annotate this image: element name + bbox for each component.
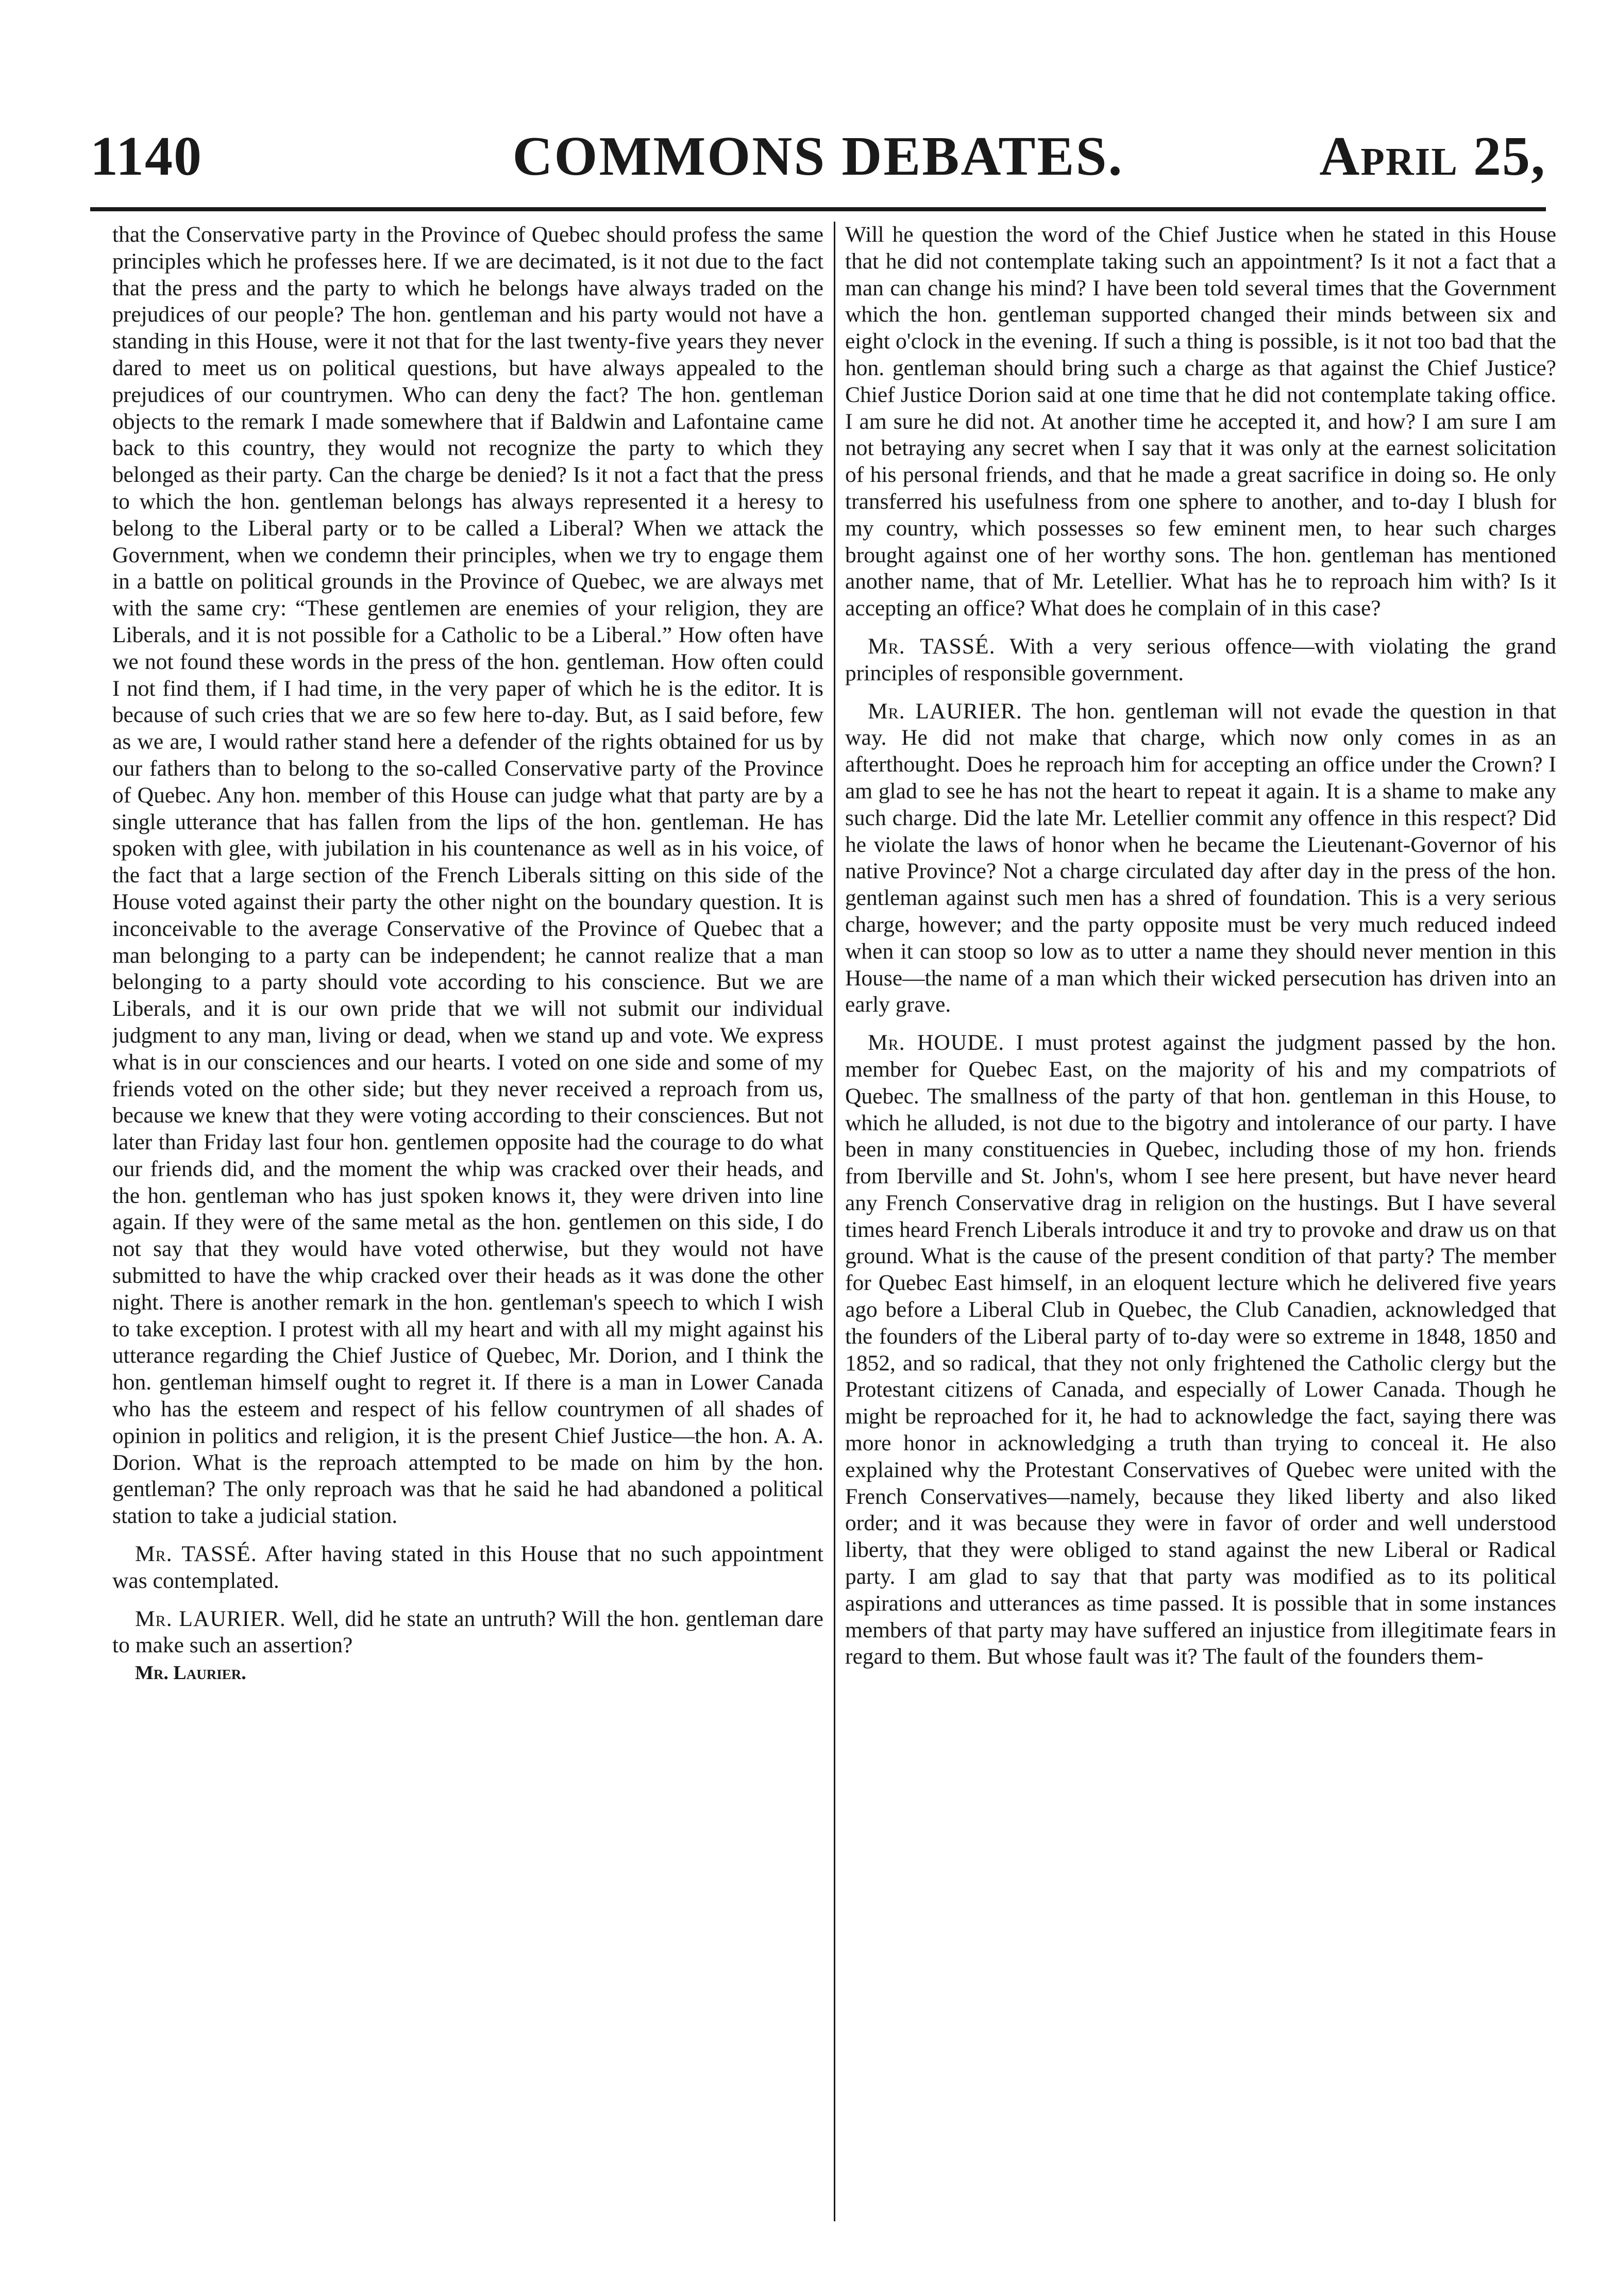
page-number: 1140 <box>90 126 203 187</box>
speech-text: With a very serious offence—with violating the grand principles of responsible government. <box>845 633 1556 685</box>
header-rule <box>90 207 1546 211</box>
catchword: Mr. Laurier. <box>135 1662 246 1684</box>
page-date: April 25, <box>1319 126 1546 187</box>
right-column <box>845 222 1556 2232</box>
speech-paragraph <box>112 1541 823 1595</box>
speech-paragraph <box>845 698 1556 1019</box>
speech-paragraph <box>845 1030 1556 1670</box>
speaker-name: Mr. LAURIER. <box>868 698 1022 724</box>
paragraph: that the Conservative party in the Province of Quebec should profess the same principles which he professes here. If we are decimated, is it not due to the fact that the press and the party to which he belongs have always traded on the prejudices of our people? The hon. gentleman and his party would not have a standing in this House, were it not that for the last twenty-five years they never dared to meet us on political questions, but have always appealed to the prejudices of our countrymen. Who can deny the fact? The hon. gentleman objects to the remark I made somewhere that if Baldwin and Lafontaine came back to this country, they would not recognize the party to which they belonged as their party. Can the charge be denied? Is it not a fact that the press to which the hon. gentleman belongs has always represented it a heresy to belong to the Liberal party or to be called a Liberal? When we attack the Government, when we condemn their principles, when we try to engage them in a battle on political grounds in the Province of Quebec, we are always met with the same cry: “These gentlemen are enemies of your religion, they are Liberals, and it is not possible for a Catholic to be a Liberal.” How often have we not found these words in the press of the hon. gentleman. How often could I not find them, if I had time, in the very paper of which he is the editor. It is because of such cries that we are so few here to-day. But, as I said before, few as we are, I would rather stand here a defender of the rights obtained for us by our fathers than to belong to the so-called Conservative party of the Province of Quebec. Any hon. member of this House can judge what that party are by a single utterance that has fallen from the lips of the hon. gentleman. He has spoken with glee, with jubilation in his countenance as well as in his voice, of the fact that a large section of the French Liberals sitting on this side of the House voted against their party the other night on the boundary question. It is inconceivable to the average Conservative of the Province of Quebec that a man belonging to a party can be independent; he cannot realize that a man belonging to a party should vote according to his conscience. But we are Liberals, and it is our own pride that we will not submit our individual judgment to any man, living or dead, when we stand up and vote. We express what is in our consciences and our hearts. I voted on one side and some of my friends voted on the other side; but they never received a reproach from us, because we knew that they were voting according to their consciences. But not later than Friday last four hon. gentlemen opposite had the courage to do what our friends did, and the moment the whip was cracked over their heads, and the hon. gentleman who has just spoken knows it, they were driven into line again. If they were of the same metal as the hon. gentlemen on this side, I do not say that they would have voted otherwise, but they would not have submitted to have the whip cracked over their heads as it was done the other night. There is another remark in the hon. gentleman's speech to which I wish to take exception. I protest with all my heart and with all my might against his utterance regarding the Chief Justice of Quebec, Mr. Dorion, and I think the hon. gentleman himself ought to regret it. If there is a man in Lower Canada who has the esteem and respect of his fellow countrymen of all shades of opinion in politics and religion, it is the present Chief Justice—the hon. A. A. Dorion. What is the reproach attempted to be made on him by the hon. gentleman? The only reproach was that he said he had abandoned a political station to take a judicial station. <box>112 222 823 1529</box>
speech-text: The hon. gentleman will not evade the question in that way. He did not make that charge, which now only comes in as an afterthought. Does he reproach him for accepting an office under the Crown? I am glad to see he has not the heart to repeat it again. It is a shame to make any such charge. Did the late Mr. Letellier commit any offence in this respect? Did he violate the laws of honor when he became the Lieutenant-Governor of his native Province? Not a charge circulated day after day in the press of the hon. gentleman against such men has a shred of foundation. This is a very serious charge, however; and the party opposite must be very much reduced indeed when it can stoop so low as to utter a name they should never mention in this House—the name of a man which their wicked persecution has driven into an early grave. <box>845 698 1556 1017</box>
column-divider <box>834 222 835 2221</box>
left-column <box>112 222 823 2232</box>
page-header <box>90 126 1546 196</box>
speech-text: I must protest against the judgment passed by the hon. member for Quebec East, on the majority of his and my compatriots of Quebec. The smallness of the party of that hon. gentleman in this House, to which he alluded, is not due to the bigotry and intolerance of our party. I have been in many constituencies in Quebec, including those of my hon. friends from Iberville and St. John's, whom I see here present, but have never heard any French Conservative drag in religion on the hustings. But I have several times heard French Liberals introduce it and try to provoke and draw us on that ground. What is the cause of the present condition of that party? The member for Quebec East himself, in an eloquent lecture which he delivered five years ago before a Liberal Club in Quebec, the Club Canadien, acknowledged that the founders of the Liberal party of to-day were so extreme in 1848, 1850 and 1852, and so radical, that they not only frightened the Catholic clergy but the Protestant citizens of Canada, and especially of Lower Canada. Though he might be reproached for it, he had to acknowledge the fact, saying there was more honor in acknowledging a truth than trying to conceal it. He also explained why the Protestant Conservatives of Quebec were united with the French Conservatives—namely, because they liked liberty and also liked order; and it was because they were in favor of order and well understood liberty, that they were obliged to stand against the new Liberal or Radical party. I am glad to say that that party was modified as to its political aspirations and utterances as time passed. It is possible that in some instances members of that party may have suffered an injustice from illegitimate fears in regard to them. But whose fault was it? The fault of the founders them- <box>845 1030 1556 1669</box>
paragraph: Will he question the word of the Chief Justice when he stated in this House that he did not contemplate taking such an appointment? Is it not a fact that a man can change his mind? I have been told several times that the Government which the hon. gentleman supported changed their minds between six and eight o'clock in the evening. If such a thing is possible, is it not too bad that the hon. gentleman should bring such a charge as that against the Chief Justice? Chief Justice Dorion said at one time that he did not contemplate taking office. I am sure he did not. At another time he accepted it, and how? I am sure I am not betraying any secret when I say that it was only at the earnest solicitation of his personal friends, and that he made a great sacrifice in doing so. He only transferred his usefulness from one sphere to another, and to-day I blush for my country, which possesses so few eminent men, to hear such charges brought against one of her worthy sons. The hon. gentleman has mentioned another name, that of Mr. Letellier. What has he to reproach him with? Is it accepting an office? What does he complain of in this case? <box>845 222 1556 621</box>
running-title: COMMONS DEBATES. <box>512 126 1124 187</box>
speech-paragraph <box>112 1606 823 1660</box>
speaker-name: Mr. LAURIER. <box>135 1606 286 1631</box>
speaker-name: Mr. TASSÉ. <box>868 633 996 659</box>
speaker-name: Mr. TASSÉ. <box>135 1541 257 1567</box>
speech-text: Well, did he state an untruth? Will the hon. gentleman dare to make such an assertion? <box>112 1606 823 1658</box>
speech-paragraph <box>845 633 1556 687</box>
speech-text: After having stated in this House that no such appointment was contemplated. <box>112 1541 823 1593</box>
speaker-name: Mr. HOUDE. <box>868 1030 1005 1055</box>
